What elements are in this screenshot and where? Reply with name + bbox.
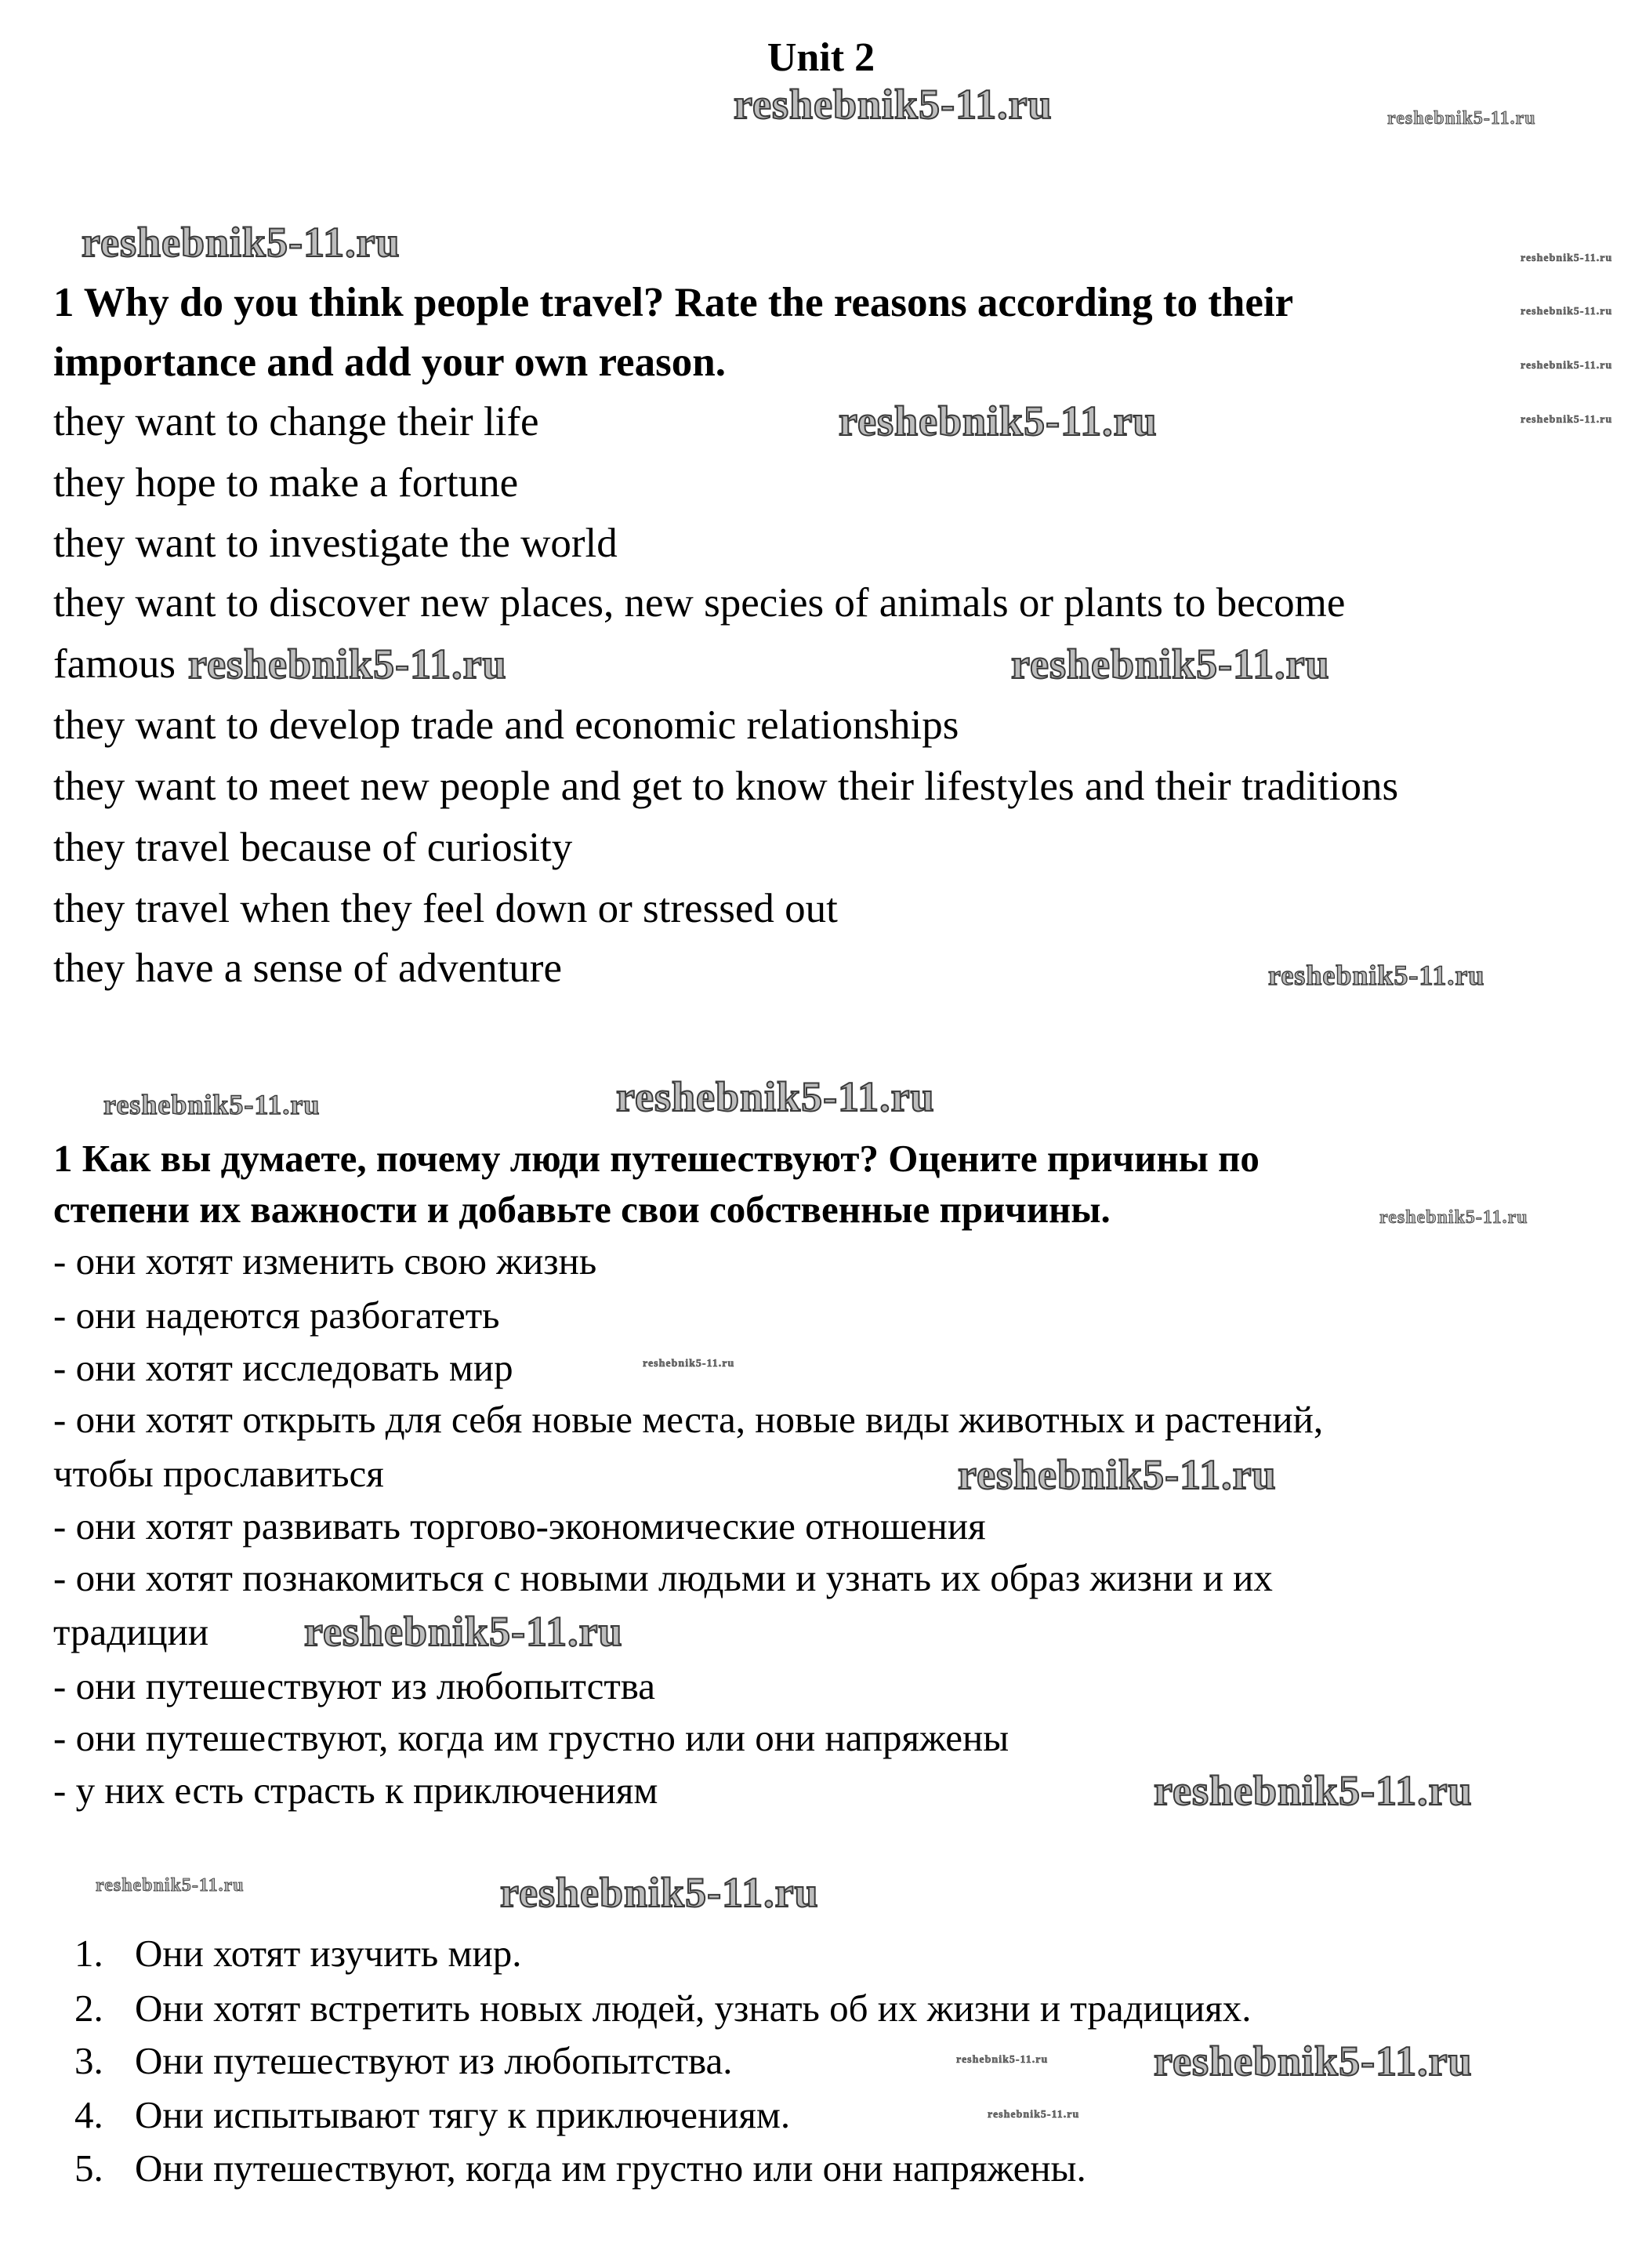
reason-item-ru: - они хотят изменить свою жизнь [53,1239,597,1283]
answer-text: Они хотят встретить новых людей, узнать об их жизни и традициях. [135,1987,1252,2030]
watermark: reshebnik5-11.ru [956,2054,1049,2066]
watermark: reshebnik5-11.ru [188,640,507,688]
watermark: reshebnik5-11.ru [1521,414,1613,426]
exercise-heading-ru: степени их важности и добавьте свои собственные причины. [53,1188,1111,1231]
reason-item-ru: - они путешествуют, когда им грустно или они напряжены [53,1716,1009,1759]
watermark: reshebnik5-11.ru [1268,960,1485,991]
exercise-heading-en: importance and add your own reason. [53,339,726,385]
watermark: reshebnik5-11.ru [1521,306,1613,318]
answer-text: Они хотят изучить мир. [135,1932,522,1975]
reason-item: they have a sense of adventure [53,945,562,991]
answer-item [74,2090,790,2140]
watermark: reshebnik5-11.ru [1379,1207,1528,1228]
reason-item-ru: чтобы прославиться [53,1452,384,1495]
reason-item-ru: - у них есть страсть к приключениям [53,1769,658,1812]
answer-item [74,1929,521,1979]
reason-item-ru: традиции [53,1610,209,1653]
page-title: Unit 2 [767,35,875,80]
watermark: reshebnik5-11.ru [616,1073,935,1120]
watermark: reshebnik5-11.ru [988,2109,1080,2121]
answer-item [74,1983,1252,2034]
reason-item: they travel because of curiosity [53,825,573,870]
watermark: reshebnik5-11.ru [1154,1767,1473,1814]
answer-number: 1. [74,1932,103,1975]
watermark: reshebnik5-11.ru [103,1089,321,1120]
watermark: reshebnik5-11.ru [839,397,1158,445]
watermark: reshebnik5-11.ru [500,1869,819,1916]
watermark: reshebnik5-11.ru [1521,252,1613,264]
answer-text: Они испытывают тягу к приключениям. [135,2093,791,2136]
reason-item: they hope to make a fortune [53,460,519,506]
watermark: reshebnik5-11.ru [1387,108,1536,129]
watermark: reshebnik5-11.ru [96,1875,245,1896]
reason-item: they want to change their life [53,399,539,445]
answer-number: 3. [74,2039,103,2082]
reason-item-ru: - они надеются разбогатеть [53,1294,500,1337]
reason-item: they want to develop trade and economic relationships [53,702,959,748]
reason-item-ru: - они хотят исследовать мир [53,1346,513,1389]
exercise-heading-en: 1 Why do you think people travel? Rate the reasons according to their [53,280,1294,325]
watermark: reshebnik5-11.ru [643,1358,735,1370]
reason-item: famous [53,641,176,687]
answer-number: 2. [74,1987,103,2030]
reason-item: they want to discover new places, new species of animals or plants to become [53,580,1346,626]
reason-item-ru: - они хотят развивать торгово-экономические отношения [53,1504,986,1548]
reason-item: they travel when they feel down or stressed out [53,886,838,931]
watermark: reshebnik5-11.ru [958,1451,1277,1498]
answer-item [74,2036,733,2086]
answer-number: 5. [74,2146,103,2190]
watermark: reshebnik5-11.ru [82,219,401,266]
exercise-heading-ru: 1 Как вы думаете, почему люди путешествуют? Оцените причины по [53,1137,1260,1180]
answer-text: Они путешествуют, когда им грустно или они напряжены. [135,2146,1086,2190]
reason-item-ru: - они хотят познакомиться с новыми людьми и узнать их образ жизни и их [53,1556,1273,1599]
watermark: reshebnik5-11.ru [1521,360,1613,372]
answer-item [74,2143,1086,2194]
reason-item-ru: - они путешествуют из любопытства [53,1664,655,1707]
reason-item: they want to investigate the world [53,521,618,566]
answer-text: Они путешествуют из любопытства. [135,2039,733,2082]
watermark: reshebnik5-11.ru [734,81,1053,128]
reason-item-ru: - они хотят открыть для себя новые места, новые виды животных и растений, [53,1398,1324,1441]
watermark: reshebnik5-11.ru [1011,640,1330,688]
watermark: reshebnik5-11.ru [1154,2038,1473,2085]
watermark: reshebnik5-11.ru [304,1608,623,1655]
answer-number: 4. [74,2093,103,2136]
reason-item: they want to meet new people and get to know their lifestyles and their traditions [53,764,1399,809]
